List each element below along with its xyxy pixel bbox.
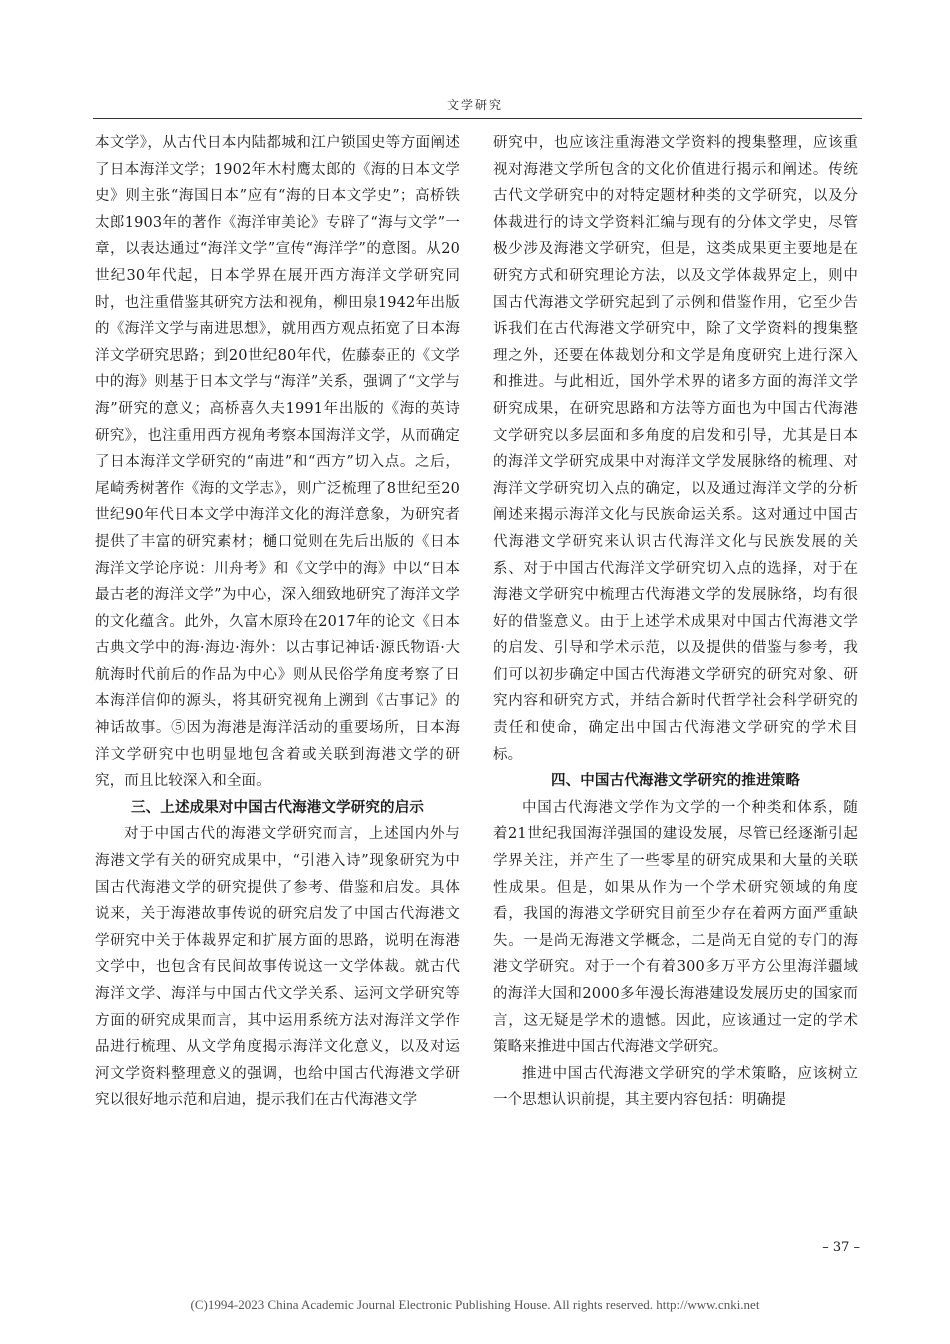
section-heading: 三、上述成果对中国古代海港文学研究的启示 [131,799,424,816]
page-number: – 37 – [822,1240,860,1255]
paragraph: 对于中国古代的海港文学研究而言，上述国内外与海港文学有关的研究成果中，“引港入诗”现象研究为中国古代海港文学的研究提供了参考、借鉴和启发。具体说来，关于海港故事传说的研究启发了中国古代海港文学研究中关于体裁界定和扩展方面的思路，说明在海港文学中，也包含有民间故事传说这一文学体裁。就古代海洋文学、海洋与中国古代文学关系、运河文学研究等方面的研究成果而言，其中运用系统方法对海洋文学作品进行梳理、从文学角度揭示海洋文化意义，以及对运河文学资料整理意义的强调，也给中国古代海港文学研究以很好地示范和启迪，提示我们在古代海港文学 [95,826,460,1109]
paragraph: 本文学》，从古代日本内陆都城和江户锁国史等方面阐述了日本海洋文学；1902年木村鹰太郎的《海的日本文学史》则主张“海国日本”应有“海的日本文学史”；高桥铁太郎1903年的著作《海洋审美论》专辟了“海与文学”一章，以表达通过“海洋文学”宣传“海洋学”的意图。从20世纪30年代起，日本学界在展开西方海洋文学研究同时，也注重借鉴其研究方法和视角，柳田泉1942年出版的《海洋文学与南进思想》，就用西方观点拓宽了日本海洋文学研究思路；到20世纪80年代，佐藤泰正的《文学中的海》则基于日本文学与“海洋”关系，强调了“文学与海”研究的意义；高桥喜久夫1991年出版的《海的英诗研究》，也注重用西方视角考察本国海洋文学，从而确定了日本海洋文学研究的“南进”和“西方”切入点。之后，尾崎秀树著作《海的文学志》，则广泛梳理了8世纪至20世纪90年代日本文学中海洋文化的海洋意象，为研究者提供了丰富的研究素材；樋口觉则在先后出版的《日本海洋文学论序说：川舟考》和《文学中的海》中以“日本最古老的海洋文学”为中心，深入细致地研究了海洋文学的文化蕴含。此外，久富木原玲在2017年的论文《日本古典文学中的海·海边·海外：以古事记神话·源氏物语·大航海时代前后的作品为中心》则从民俗学角度考察了日本海洋信仰的源头，将其研究视角上溯到《古事记》的神话故事。⑤因为海港是海洋活动的重要场所，日本海洋文学研究中也明显地包含着或关联到海港文学的研究，而且比较深入和全面。 [95,135,460,790]
paragraph: 中国古代海港文学作为文学的一个种类和体系，随着21世纪我国海洋强国的建设发展，尽管已经逐渐引起学界关注，并产生了一些零星的研究成果和大量的关联性成果。但是，如果从作为一个学术研究领域的角度看，我国的海港文学研究目前至少存在着两方面严重缺失。一是尚无海港文学概念，二是尚无自觉的专门的海港文学研究。对于一个有着300多万平方公里海洋疆域的海洋大国和2000多年漫长海港建设发展历史的国家而言，这无疑是学术的遗憾。因此，应该通过一定的学术策略来推进中国古代海港文学研究。 [493,799,858,1056]
running-header: 文学研究 [446,98,503,112]
left-column [95,130,460,1114]
paragraph: 研究中，也应该注重海港文学资料的搜集整理，应该重视对海港文学所包含的文化价值进行揭示和阐述。传统古代文学研究中的对特定题材种类的文学研究，以及分体裁进行的诗文学资料汇编与现有的分体文学史，尽管极少涉及海港文学研究，但是，这类成果更主要地是在研究方式和研究理论方法，以及文学体裁界定上，则中国古代海港文学研究起到了示例和借鉴作用，它至少告诉我们在古代海港文学研究中，除了文学资料的搜集整理之外，还要在体裁划分和文学是角度研究上进行深入和推进。与此相近，国外学术界的诸多方面的海洋文学研究成果，在研究思路和方法等方面也为中国古代海港文学研究以多层面和多角度的启发和引导，尤其是日本的海洋文学研究成果中对海洋文学发展脉络的梳理、对海洋文学研究切入点的确定，以及通过海洋文学的分析阐述来揭示海洋文化与民族命运关系。这对通过中国古代海港文学研究来认识古代海洋文化与民族发展的关系、对于中国古代海洋文学研究切入点的选择，对于在海港文学研究中梳理古代海港文学的发展脉络，均有很好的借鉴意义。由于上述学术成果对中国古代海港文学的启发、引导和学术示范，以及提供的借鉴与参考，我们可以初步确定中国古代海港文学研究的研究对象、研究内容和研究方式，并结合新时代哲学社会科学研究的责任和使命，确定出中国古代海港文学研究的学术目标。 [493,135,858,763]
right-column [493,130,858,1114]
paragraph: 推进中国古代海港文学研究的学术策略，应该树立一个思想认识前提，其主要内容包括：明确提 [493,1065,858,1109]
copyright-footer: (C)1994-2023 China Academic Journal Electronic Publishing House. All rights reserved. http://www.cnki.net [190,1297,760,1312]
header-rule [93,118,862,119]
section-heading: 四、中国古代海港文学研究的推进策略 [550,773,801,790]
